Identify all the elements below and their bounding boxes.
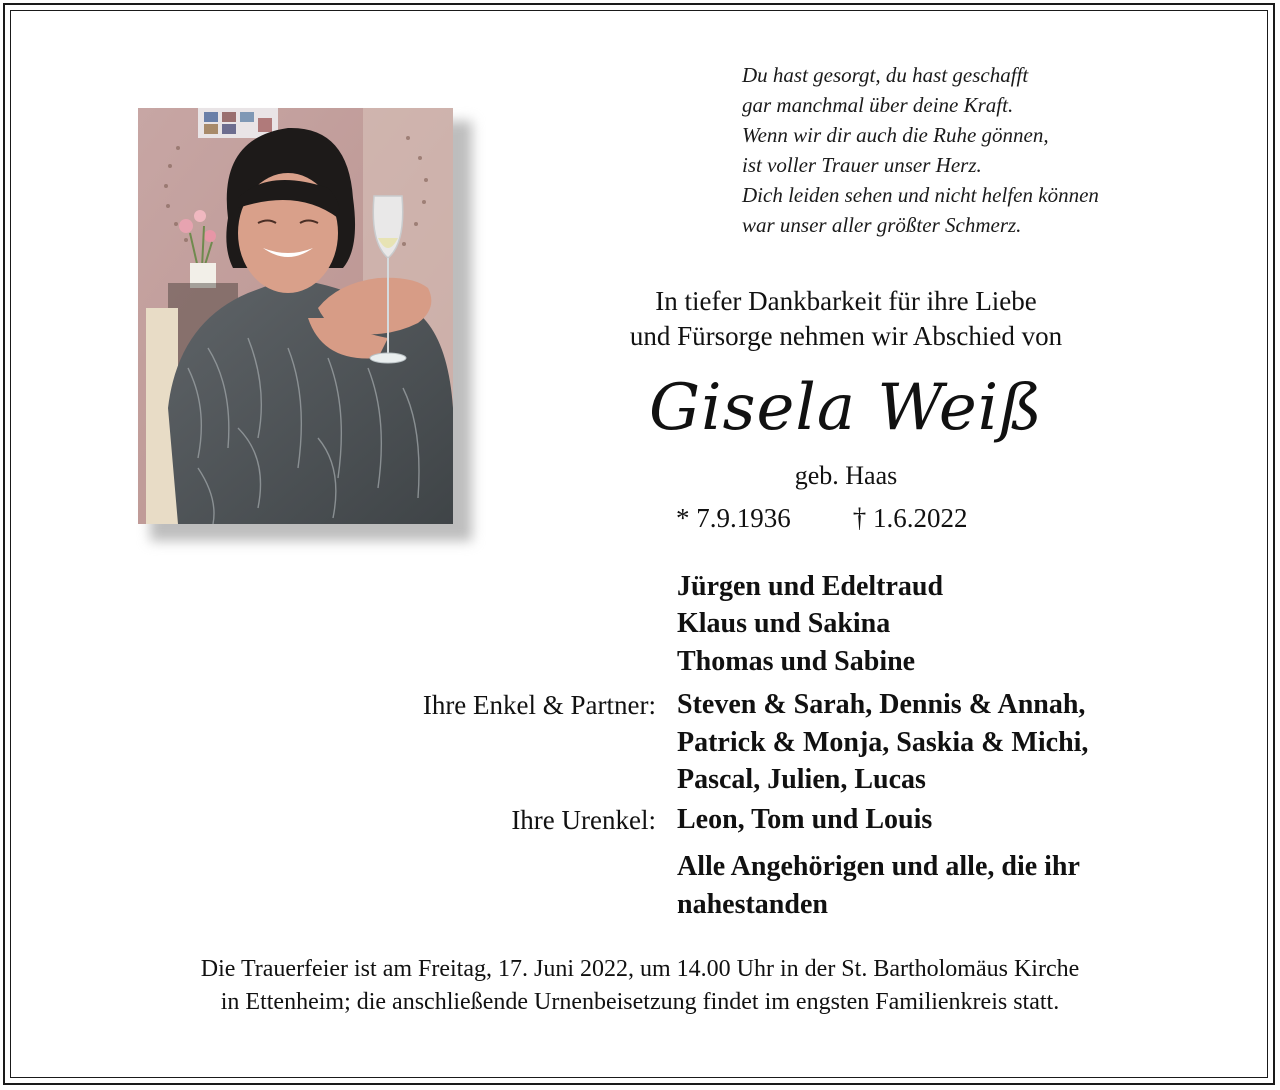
funeral-service-info (40, 953, 1240, 1019)
child-family: Jürgen und Edeltraud (677, 571, 944, 602)
relatives-line: nahestanden (677, 889, 828, 920)
intro-line: In tiefer Dankbarkeit für ihre Liebe (655, 286, 1037, 316)
poem-line: war unser aller größter Schmerz. (742, 213, 1022, 237)
child-family: Thomas und Sabine (677, 646, 916, 677)
poem-line: gar manchmal über deine Kraft. (742, 93, 1014, 117)
maiden-name: geb. Haas (794, 461, 898, 490)
birth-date: * 7.9.1936 (676, 503, 791, 533)
deceased-name: Gisela Weiß (649, 371, 1043, 445)
great-grandchildren-label: Ihre Urenkel: (511, 805, 656, 835)
great-grandchildren-line: Leon, Tom und Louis (677, 804, 933, 835)
grandchildren-label: Ihre Enkel & Partner: (422, 690, 656, 720)
poem-line: Dich leiden sehen und nicht helfen können (742, 183, 1099, 207)
grandchildren-line: Patrick & Monja, Saskia & Michi, (677, 727, 1089, 758)
service-line: in Ettenheim; die anschließende Urnenbeisetzung findet im engsten Familienkreis statt. (220, 989, 1060, 1015)
grandchildren-line: Steven & Sarah, Dennis & Annah, (677, 689, 1086, 720)
death-date: † 1.6.2022 (852, 503, 968, 533)
life-dates (676, 502, 968, 534)
poem (742, 60, 1242, 240)
child-family: Klaus und Sakina (677, 608, 891, 639)
intro-line: und Fürsorge nehmen wir Abschied von (629, 321, 1063, 351)
service-line: Die Trauerfeier ist am Freitag, 17. Juni 2022, um 14.00 Uhr in der St. Bartholomäus Kirche (200, 956, 1080, 982)
portrait-photo (138, 108, 453, 524)
poem-line: ist voller Trauer unser Herz. (742, 153, 982, 177)
relatives-line: Alle Angehörigen und alle, die ihr (677, 851, 1080, 882)
poem-line: Du hast gesorgt, du hast geschafft (742, 63, 1029, 87)
farewell-intro (556, 284, 1136, 354)
grandchildren-line: Pascal, Julien, Lucas (677, 764, 926, 795)
poem-line: Wenn wir dir auch die Ruhe gönnen, (742, 123, 1049, 147)
